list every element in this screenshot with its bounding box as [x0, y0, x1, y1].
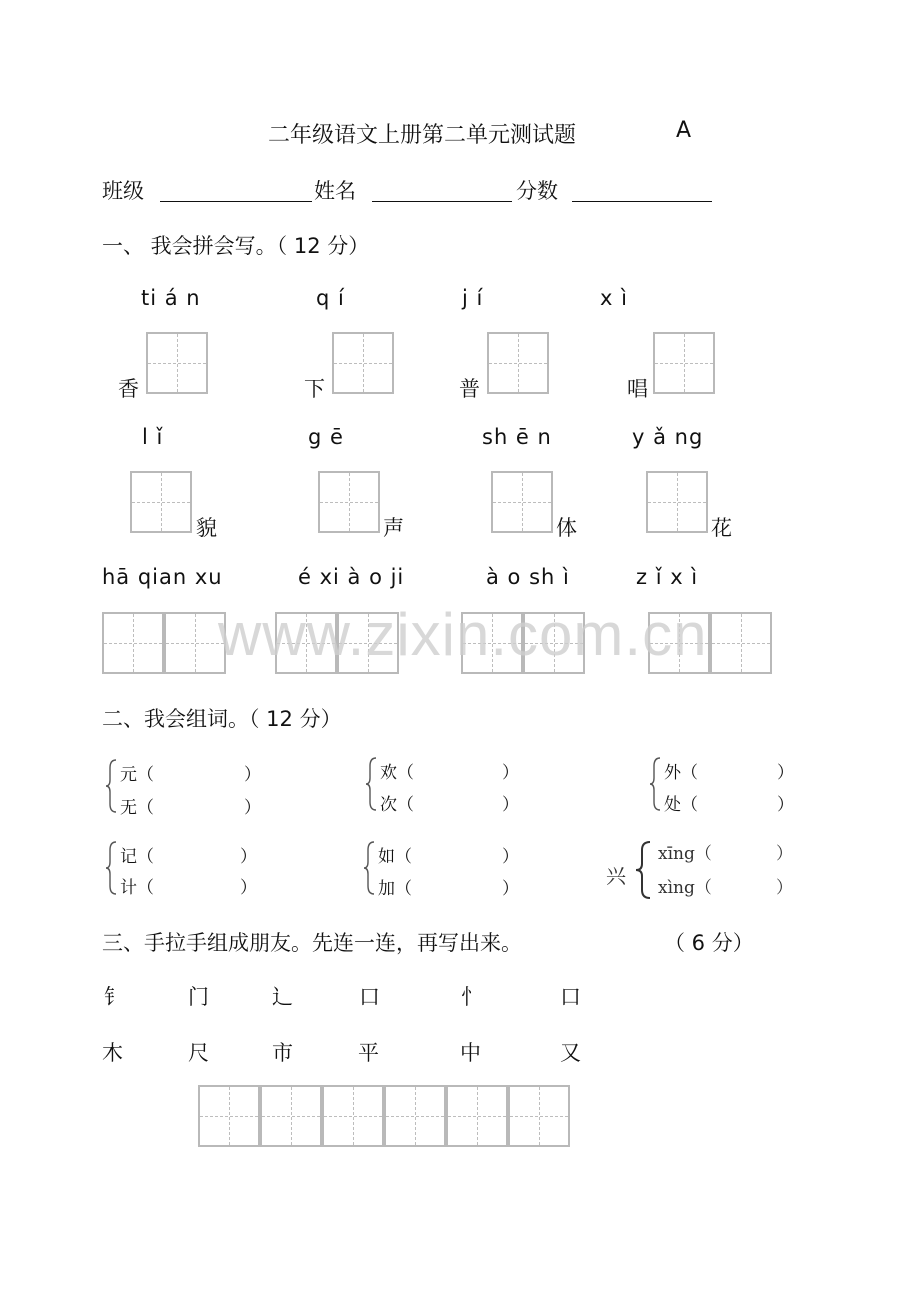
- pinyin: ti á n: [141, 286, 201, 310]
- word-char: 外（: [664, 763, 698, 783]
- pinyin: l ǐ: [142, 425, 164, 449]
- class-label: 班级: [102, 179, 144, 203]
- radical[interactable]: 门: [188, 985, 209, 1009]
- word-char: 记（: [120, 847, 154, 867]
- writing-box[interactable]: [332, 332, 394, 394]
- brace-icon: [634, 840, 652, 900]
- title-version: A: [676, 118, 692, 143]
- score-blank[interactable]: [572, 201, 712, 202]
- writing-box[interactable]: [653, 332, 715, 394]
- word-blank[interactable]: [664, 790, 698, 815]
- close-paren: ）: [777, 763, 794, 783]
- close-paren: ）: [244, 765, 261, 785]
- pinyin: q í: [316, 286, 345, 310]
- word-blank[interactable]: [378, 842, 412, 867]
- writing-box[interactable]: [446, 1085, 508, 1147]
- word-blank[interactable]: [658, 873, 712, 898]
- word-blank[interactable]: [120, 793, 154, 818]
- name-blank[interactable]: [372, 201, 512, 202]
- name-label: 姓名: [314, 179, 356, 203]
- brace-icon: [648, 756, 662, 812]
- given-char: 貌: [196, 516, 217, 540]
- radical[interactable]: 辶: [272, 985, 293, 1009]
- word-char: 计（: [120, 878, 154, 898]
- radical[interactable]: 忄: [461, 985, 482, 1009]
- word-blank[interactable]: [664, 758, 698, 783]
- word-blank[interactable]: [120, 760, 154, 785]
- close-paren: ）: [776, 844, 793, 864]
- radical[interactable]: 口: [560, 985, 581, 1009]
- watermark: www.zixin.com.cn: [218, 601, 708, 668]
- writing-box[interactable]: [384, 1085, 446, 1147]
- given-char: 香: [118, 377, 139, 401]
- given-char: 体: [556, 516, 577, 540]
- word-blank[interactable]: [658, 839, 712, 864]
- pinyin-phrase: z ǐ x ì: [636, 565, 699, 589]
- word-blank[interactable]: [380, 758, 414, 783]
- close-paren: ）: [244, 798, 261, 818]
- given-char: 下: [304, 377, 325, 401]
- pinyin-phrase: hā qian xu: [102, 565, 223, 589]
- pinyin: g ē: [308, 425, 344, 449]
- close-paren: ）: [240, 847, 257, 867]
- writing-box[interactable]: [318, 471, 380, 533]
- xing-char: 兴: [606, 864, 626, 888]
- word-char: 次（: [380, 795, 414, 815]
- score-label: 分数: [516, 179, 558, 203]
- component[interactable]: 尺: [188, 1041, 209, 1065]
- word-blank[interactable]: [120, 842, 154, 867]
- section1-heading: 一、 我会拼会写。（ 12 分）: [102, 234, 370, 258]
- brace-icon: [104, 840, 118, 896]
- section3-heading: 三、手拉手组成朋友。先连一连，再写出来。: [102, 931, 522, 955]
- word-char: 加（: [378, 879, 412, 899]
- writing-box[interactable]: [146, 332, 208, 394]
- close-paren: ）: [240, 878, 257, 898]
- word-char: 处（: [664, 795, 698, 815]
- pinyin-phrase: é xi à o ji: [298, 565, 405, 589]
- given-char: 花: [711, 516, 732, 540]
- pinyin: sh ē n: [482, 425, 552, 449]
- brace-icon: [362, 840, 376, 896]
- close-paren: ）: [502, 879, 519, 899]
- pinyin-phrase: à o sh ì: [486, 565, 570, 589]
- section2-heading: 二、我会组词。（ 12 分）: [102, 707, 342, 731]
- radical[interactable]: 口: [359, 985, 380, 1009]
- pinyin: y ǎ ng: [632, 425, 704, 449]
- writing-box[interactable]: [322, 1085, 384, 1147]
- writing-box[interactable]: [491, 471, 553, 533]
- word-char: 欢（: [380, 763, 414, 783]
- writing-box[interactable]: [260, 1085, 322, 1147]
- close-paren: ）: [776, 878, 793, 898]
- component[interactable]: 木: [102, 1041, 123, 1065]
- brace-icon: [104, 758, 118, 814]
- word-pinyin: xīng（: [658, 844, 712, 864]
- given-char: 普: [459, 377, 480, 401]
- word-pinyin: xìng（: [658, 878, 712, 898]
- word-blank[interactable]: [378, 874, 412, 899]
- word-char: 无（: [120, 798, 154, 818]
- word-char: 元（: [120, 765, 154, 785]
- class-blank[interactable]: [160, 201, 312, 202]
- close-paren: ）: [502, 763, 519, 783]
- word-char: 如（: [378, 847, 412, 867]
- component[interactable]: 又: [560, 1041, 581, 1065]
- close-paren: ）: [777, 795, 794, 815]
- writing-box[interactable]: [102, 612, 164, 674]
- pinyin: x ì: [600, 286, 628, 310]
- word-blank[interactable]: [120, 873, 154, 898]
- given-char: 声: [383, 516, 404, 540]
- close-paren: ）: [502, 847, 519, 867]
- writing-box[interactable]: [508, 1085, 570, 1147]
- given-char: 唱: [627, 377, 648, 401]
- page-title: 二年级语文上册第二单元测试题: [268, 123, 577, 148]
- close-paren: ）: [502, 795, 519, 815]
- component[interactable]: 市: [272, 1041, 293, 1065]
- writing-box[interactable]: [198, 1085, 260, 1147]
- pinyin: j í: [462, 286, 484, 310]
- brace-icon: [364, 756, 378, 812]
- writing-box[interactable]: [130, 471, 192, 533]
- section3-points: （ 6 分）: [664, 931, 754, 955]
- radical[interactable]: 钅: [104, 985, 125, 1009]
- writing-box[interactable]: [646, 471, 708, 533]
- word-blank[interactable]: [380, 790, 414, 815]
- writing-box[interactable]: [164, 612, 226, 674]
- component[interactable]: 平: [358, 1041, 379, 1065]
- writing-box[interactable]: [487, 332, 549, 394]
- component[interactable]: 中: [460, 1041, 481, 1065]
- writing-box[interactable]: [710, 612, 772, 674]
